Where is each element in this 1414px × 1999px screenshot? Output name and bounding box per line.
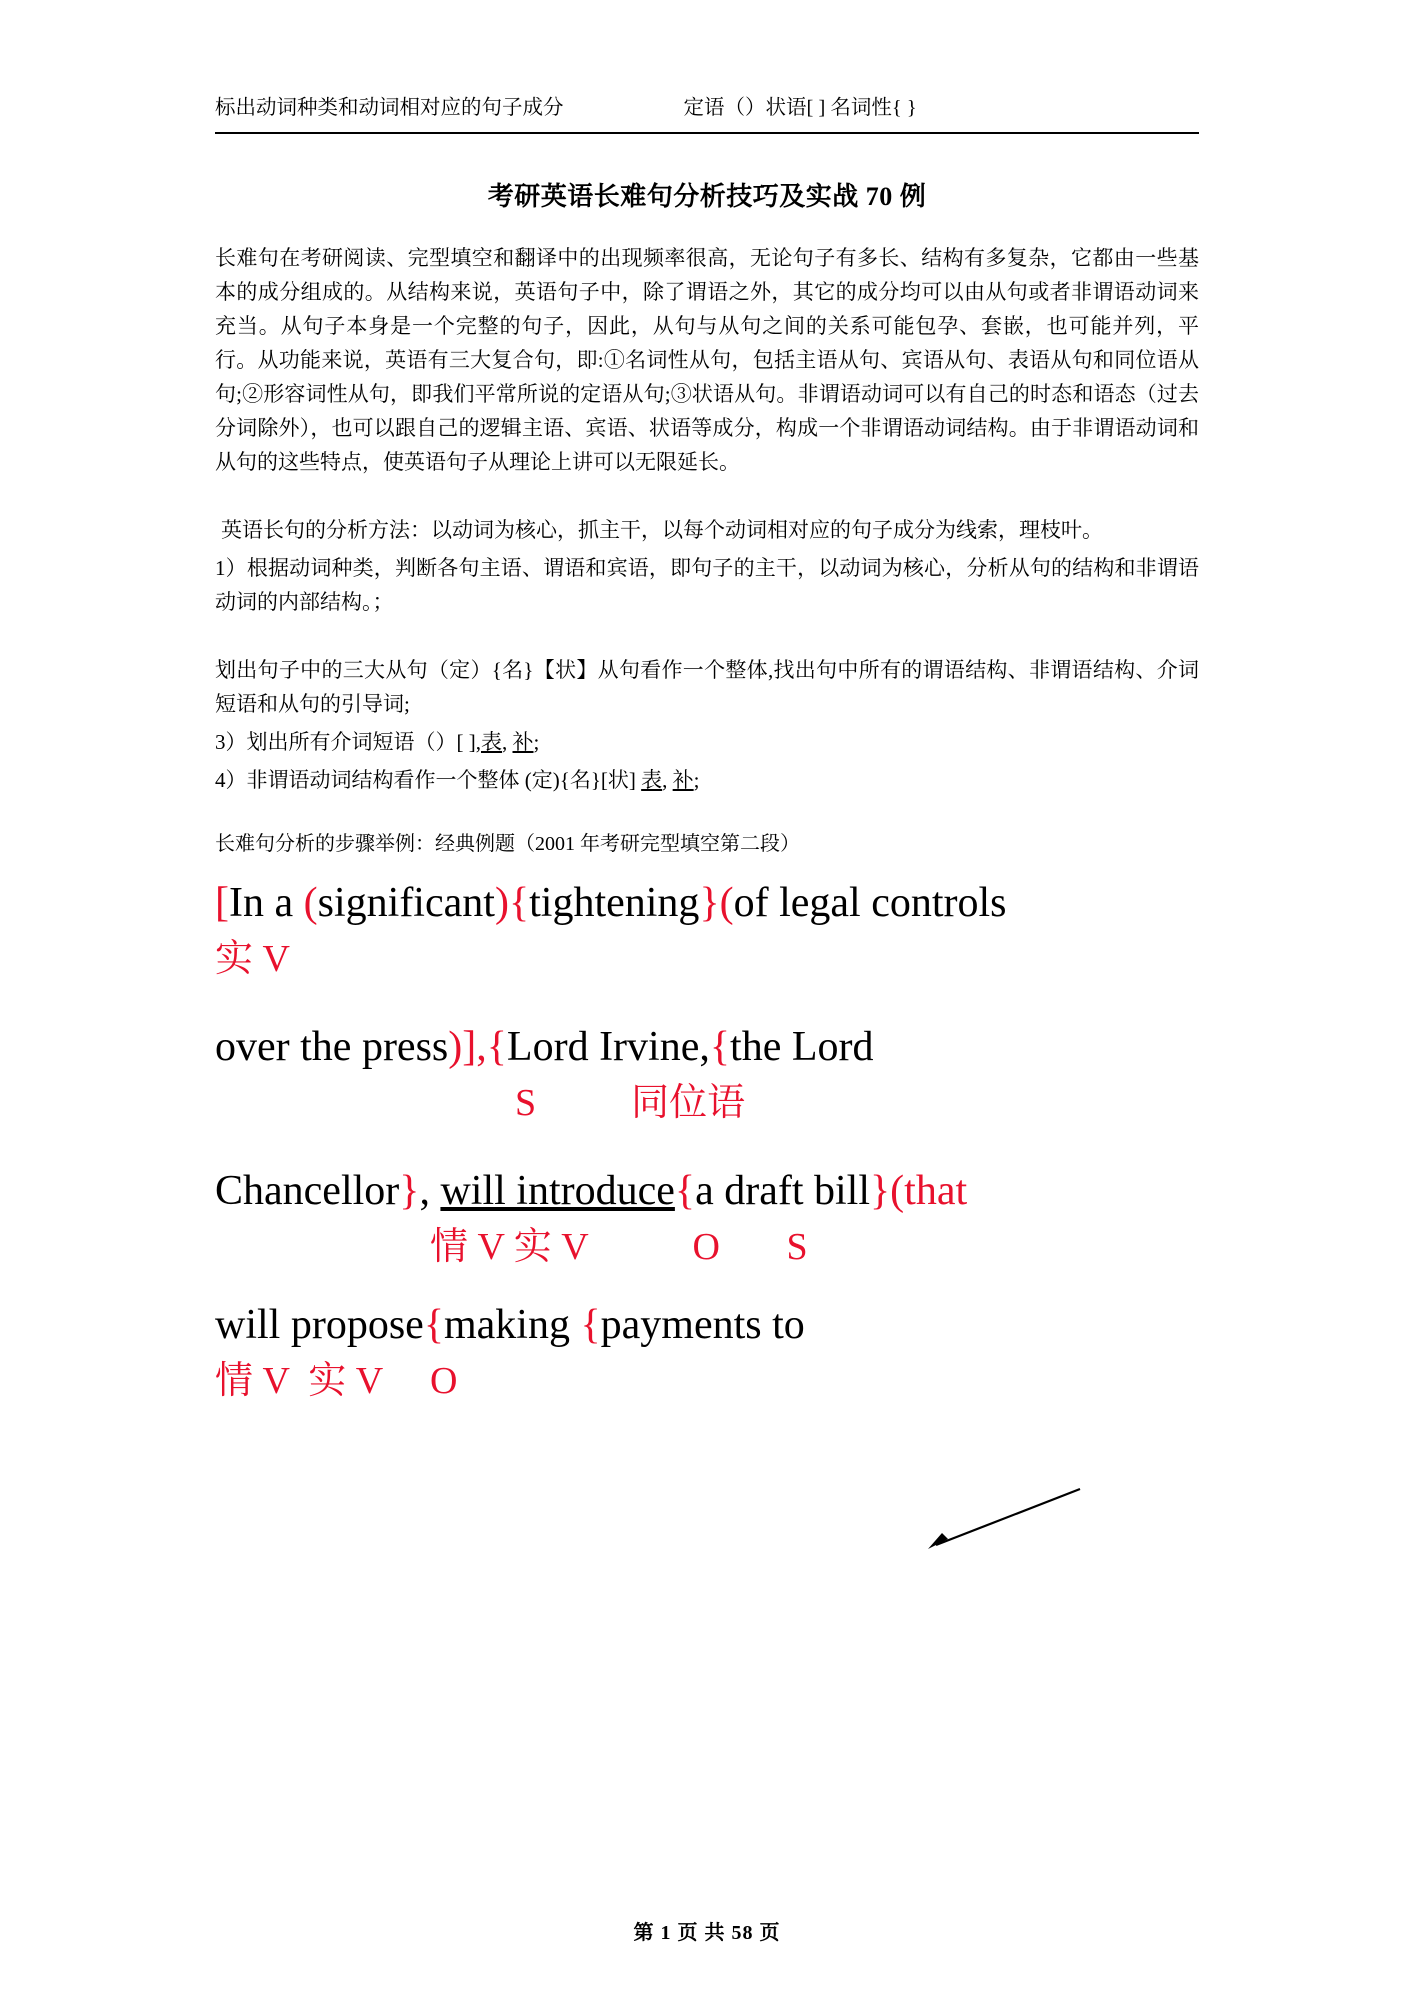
- line3-seg-1: Chancellor: [215, 1167, 400, 1214]
- line3-seg-2: a draft bill: [695, 1167, 870, 1214]
- line3-that: that: [904, 1167, 968, 1214]
- reference-arrow-icon: [920, 1485, 1090, 1555]
- line3-predicate: will introduce: [440, 1167, 675, 1214]
- line1-seg-3: tightening: [529, 879, 700, 926]
- bracket-open-state: [: [215, 879, 229, 926]
- example-line-3: [215, 1169, 1199, 1213]
- paren-bracket-close: )],: [448, 1023, 487, 1070]
- line2-seg-2: Lord Irvine,: [506, 1023, 710, 1070]
- annotation-line-1: 实 V: [215, 937, 290, 980]
- annotation-line-2: S 同位语: [515, 1081, 746, 1124]
- paragraph-step3: [215, 725, 1199, 759]
- line3-comma: ,: [419, 1167, 441, 1214]
- line2-seg-1: over the press: [215, 1023, 449, 1070]
- step4-underline-2: 补: [672, 767, 694, 792]
- annotation-line-3: 情 V 实 V O S: [430, 1225, 808, 1268]
- step3-prefix: 3）划出所有介词短语（）[ ],: [215, 729, 481, 754]
- brace-open-1: {: [508, 879, 530, 926]
- line2-seg-3: the Lord: [730, 1023, 874, 1070]
- header-left-text: 标出动词种类和动词相对应的句子成分: [215, 97, 564, 119]
- paragraph-method: [215, 513, 1199, 547]
- page-footer: 第 1 页 共 58 页: [633, 1922, 781, 1944]
- brace-open-5: {: [423, 1301, 444, 1348]
- paren-open-2: (: [719, 879, 734, 926]
- brace-open-2: {: [486, 1023, 507, 1070]
- step4-prefix: 4）非谓语动词结构看作一个整体 (定){名}[状]: [215, 767, 642, 792]
- step4-suffix: ;: [693, 767, 700, 792]
- step3-mid: ,: [502, 729, 513, 754]
- annotation-line-4: 情 V 实 V O: [215, 1359, 458, 1402]
- paragraph-method-text: 英语长句的分析方法：以动词为核心，抓主干，以每个动词相对应的句子成分为线索，理枝叶。: [221, 517, 1103, 542]
- step3-underline-1: 表: [481, 729, 502, 754]
- step3-underline-2: 补: [512, 729, 534, 754]
- line4-seg-3: payments to: [600, 1301, 805, 1348]
- example-line-1: [215, 881, 1199, 925]
- line4-seg-2: making: [443, 1301, 581, 1348]
- line1-seg-2: significant: [317, 879, 495, 926]
- brace-close-1: }: [699, 879, 720, 926]
- brace-close-3: }: [870, 1167, 891, 1214]
- paren-open-3: (: [890, 1167, 905, 1214]
- paragraph-step2: 划出句子中的三大从句（定）{名}【状】从句看作一个整体,找出句中所有的谓语结构、非谓语结构、介词短语和从句的引导词;: [215, 657, 1199, 716]
- paragraph-intro: 长难句在考研阅读、完型填空和翻译中的出现频率很高，无论句子有多长、结构有多复杂，它都由一些基本的成分组成的。从结构来说，英语句子中，除了谓语之外，其它的成分均可以由从句或者非谓语动词来充当。从句子本身是一个完整的句子，因此，从句与从句之间的关系可能包孕、套嵌，也可能并列，平行。从功能来说，英语有三大复合句，即:①名词性从句，包括主语从句、宾语从句、表语从句和同位语从句;②形容词性从句，即我们平常所说的定语从句;③状语从句。非谓语动词可以有自己的时态和语态（过去分词除外），也可以跟自己的逻辑主语、宾语、状语等成分，构成一个非谓语动词结构。由于非谓语动词和从句的这些特点，使英语句子从理论上讲可以无限延长。: [215, 245, 1199, 474]
- paragraph-step4: [215, 763, 1199, 797]
- example-note: 长难句分析的步骤举例：经典例题（2001 年考研完型填空第二段）: [215, 832, 800, 855]
- example-line-2: [215, 1025, 1199, 1069]
- example-line-4: [215, 1303, 1199, 1347]
- paragraph-step1: 1）根据动词种类，判断各句主语、谓语和宾语，即句子的主干，以动词为核心，分析从句的结构和非谓语动词的内部结构。；: [215, 555, 1199, 614]
- page-title: 考研英语长难句分析技巧及实战 70 例: [487, 181, 927, 211]
- line1-seg-4: of legal controls: [733, 879, 1007, 926]
- header-right-text: 定语（）状语[ ] 名词性{ }: [683, 97, 917, 119]
- brace-open-6: {: [580, 1301, 601, 1348]
- step4-mid: ,: [662, 767, 673, 792]
- brace-open-3: {: [709, 1023, 731, 1070]
- paren-close-1: ): [494, 879, 509, 926]
- brace-open-4: {: [674, 1167, 696, 1214]
- step3-suffix: ;: [533, 729, 540, 754]
- page-header: [215, 0, 1199, 134]
- step4-underline-1: 表: [641, 767, 663, 792]
- line1-seg-1: In a: [229, 879, 304, 926]
- brace-close-2: }: [399, 1167, 420, 1214]
- line4-seg-1: will propose: [215, 1301, 424, 1348]
- paren-open-1: (: [303, 879, 318, 926]
